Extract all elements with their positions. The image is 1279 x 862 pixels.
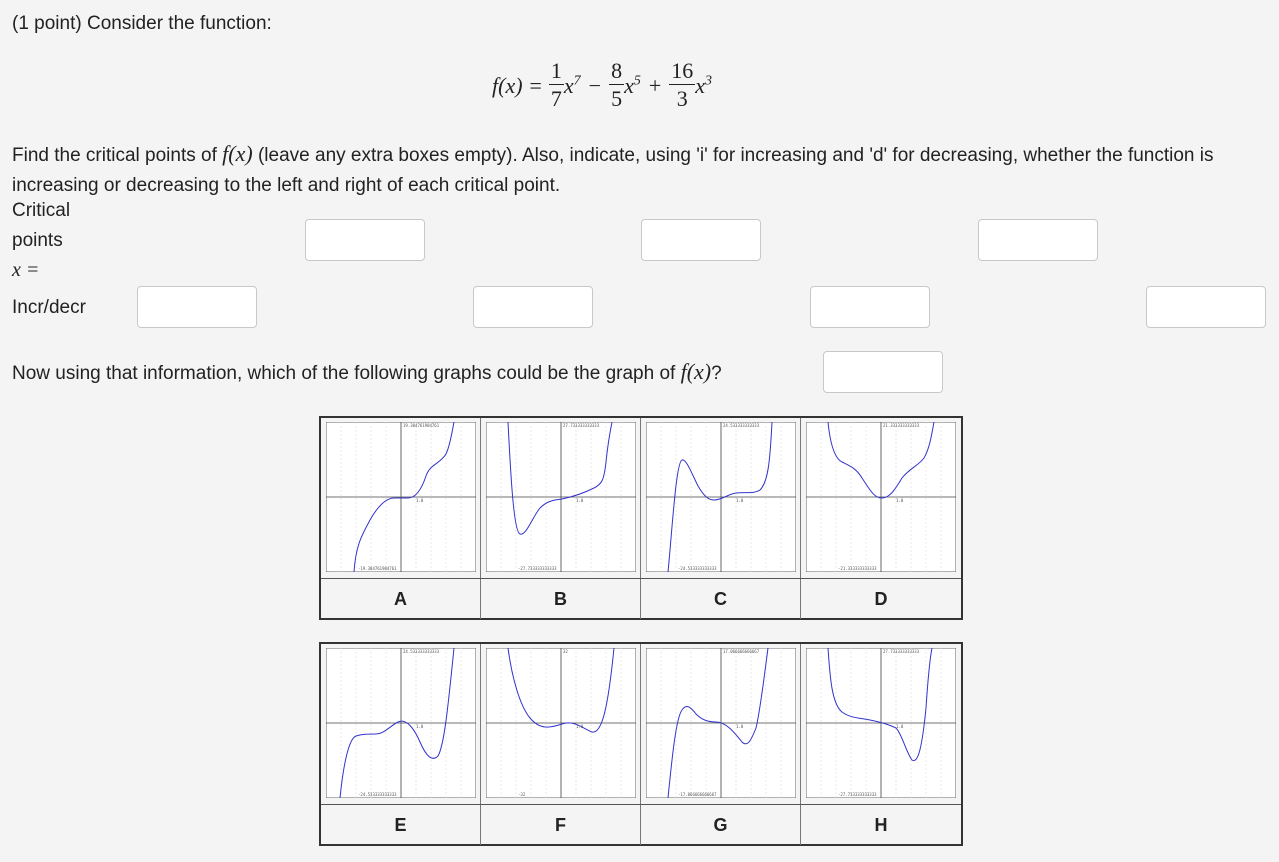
graph-label-e: E — [321, 805, 481, 845]
term-3-fraction: $\frac{16}{3}$ — [671, 58, 694, 111]
top-tick-label: 24.533333333333 — [403, 649, 440, 654]
graph-label-d: D — [874, 589, 888, 609]
points-label: points — [12, 230, 63, 251]
top-tick-label: 17.066666666667 — [723, 649, 760, 654]
axis-tick-label: 1.0 — [736, 724, 744, 729]
graph-d-plot — [806, 422, 956, 572]
axis-tick-label: 1.0 — [576, 498, 584, 503]
graph-f-plot — [486, 648, 636, 798]
critical-label: Critical — [12, 200, 71, 221]
axis-tick-label: 1.0 — [416, 498, 424, 503]
graph-label-c: C — [641, 579, 801, 619]
bottom-tick-label: -19.304761904761 — [358, 566, 397, 571]
bottom-tick-label: -24.533333333333 — [358, 792, 397, 797]
graph-a-plot — [326, 422, 476, 572]
axis-tick-label: 1.0 — [896, 498, 904, 503]
formula-lhs: f(x) = — [492, 72, 543, 98]
graph-g — [641, 644, 801, 804]
axis-tick-label: 1.0 — [576, 724, 584, 729]
graph-table-row-1 — [319, 416, 963, 620]
graph-g-plot — [646, 648, 796, 798]
top-tick-label: 27.733333333333 — [883, 649, 920, 654]
graph-a — [321, 418, 481, 578]
graph-choice-input[interactable] — [823, 351, 943, 393]
x-equals-label: x = — [12, 259, 40, 281]
graph-e — [321, 644, 481, 804]
bottom-tick-label: -32 — [518, 792, 526, 797]
top-tick-label: 21.333333333333 — [883, 423, 920, 428]
top-tick-label: 19.304761904761 — [403, 423, 440, 428]
graph-label-g: G — [641, 805, 801, 845]
problem-intro: (1 point) Consider the function: — [12, 13, 272, 34]
critical-point-input-2[interactable] — [641, 219, 761, 261]
bottom-tick-label: -27.733333333333 — [518, 566, 557, 571]
graph-label-b: B — [481, 579, 641, 619]
term-1-fraction: $\frac{1}{7}$ — [550, 58, 562, 111]
function-formula: f(x) = $\frac{1}{7}$ $x^7$ − $\frac{8}{5}$ $x^5$ + $\frac{16}{3}$ $x^3$ — [492, 58, 713, 111]
graph-labels-row-2 — [321, 804, 961, 845]
incr-decr-input-1[interactable] — [137, 286, 257, 328]
axis-tick-label: 1.0 — [896, 724, 904, 729]
graph-table-row-2 — [319, 642, 963, 846]
graph-c — [641, 418, 801, 578]
graph-labels-row-1 — [321, 578, 961, 619]
graph-label-f: F — [481, 805, 641, 845]
graph-c-plot — [646, 422, 796, 572]
top-tick-label: 32 — [563, 649, 568, 654]
top-tick-label: 24.533333333333 — [723, 423, 760, 428]
graph-e-plot — [326, 648, 476, 798]
term-3-operator: + — [648, 72, 662, 98]
graph-h — [801, 644, 961, 804]
bottom-tick-label: -21.333333333333 — [838, 566, 877, 571]
instructions: Find the critical points of f(x) (leave any extra boxes empty). Also, indicate, using 'i' for increasing and 'd' for decreasing, whether the function is increasing or decreasing to the left and right of each critical point. — [12, 141, 1214, 196]
incr-decr-input-3[interactable] — [810, 286, 930, 328]
graph-label-h: H — [874, 815, 888, 835]
graph-question: Now using that information, which of the following graphs could be the graph of f(x)? — [12, 359, 722, 384]
graph-label-a: A — [321, 579, 481, 619]
incr-decr-input-4[interactable] — [1146, 286, 1266, 328]
critical-point-input-1[interactable] — [305, 219, 425, 261]
top-tick-label: 27.733333333333 — [563, 423, 600, 428]
incr-decr-input-2[interactable] — [473, 286, 593, 328]
graph-b-plot — [486, 422, 636, 572]
critical-point-input-3[interactable] — [978, 219, 1098, 261]
axis-tick-label: 1.0 — [416, 724, 424, 729]
graph-d — [801, 418, 961, 578]
incr-decr-label: Incr/decr — [12, 297, 86, 318]
bottom-tick-label: -24.533333333333 — [678, 566, 717, 571]
term-2-fraction: $\frac{8}{5}$ — [611, 58, 623, 111]
bottom-tick-label: -17.066666666667 — [678, 792, 717, 797]
graph-f — [481, 644, 641, 804]
graph-h-plot — [806, 648, 956, 798]
graph-b — [481, 418, 641, 578]
axis-tick-label: 1.0 — [736, 498, 744, 503]
term-2-operator: − — [588, 72, 602, 98]
bottom-tick-label: -27.733333333333 — [838, 792, 877, 797]
